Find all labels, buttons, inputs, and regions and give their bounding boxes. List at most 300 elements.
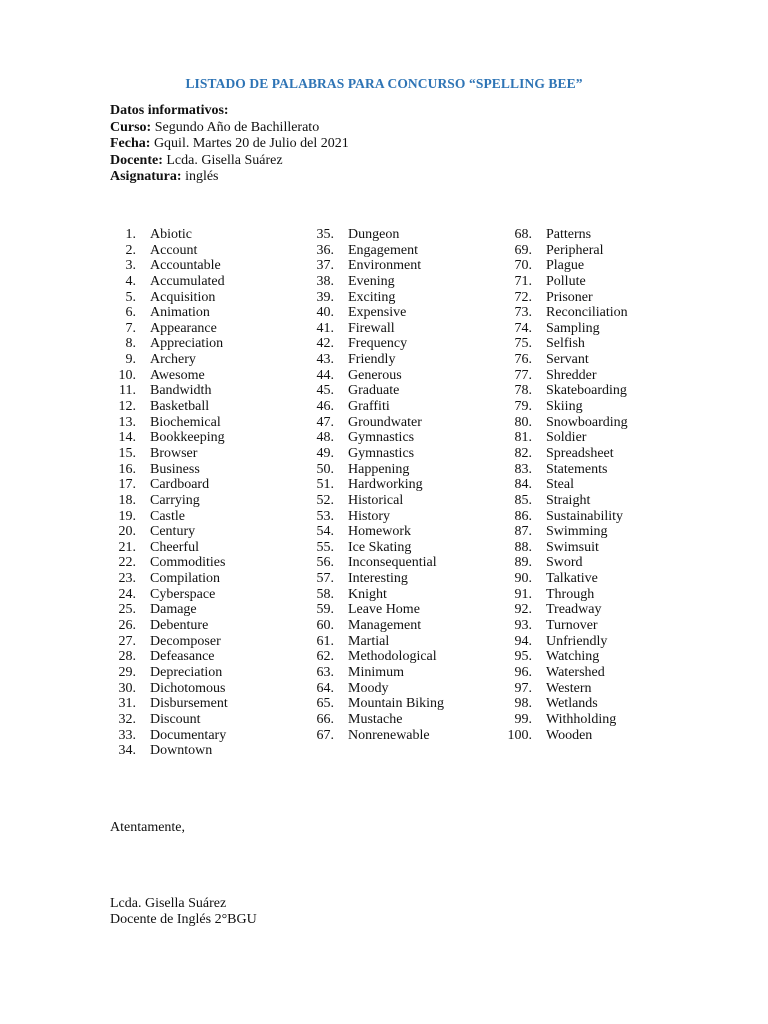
list-item <box>308 524 444 540</box>
list-item-word: Shredder <box>546 367 597 383</box>
list-item-number: 26. <box>118 618 136 634</box>
list-item-number: 25. <box>118 602 136 618</box>
list-item <box>308 712 444 728</box>
list-item-number: 18. <box>118 492 136 508</box>
list-item-number: 8. <box>125 336 136 352</box>
list-item <box>506 227 628 243</box>
list-item-number: 61. <box>316 633 334 649</box>
list-item-number: 57. <box>316 571 334 587</box>
list-item-word: Management <box>348 618 422 634</box>
list-item-number: 92. <box>514 602 532 618</box>
list-item-word: Historical <box>348 492 404 508</box>
info-fecha <box>110 136 349 153</box>
list-item-number: 65. <box>316 696 334 712</box>
list-item-word: Exciting <box>348 289 396 305</box>
list-item-word: Homework <box>348 524 411 540</box>
word-list-column-3 <box>506 227 628 743</box>
list-item-word: Carrying <box>150 492 200 508</box>
list-item-word: Through <box>546 586 595 602</box>
list-item <box>308 649 444 665</box>
list-item-number: 86. <box>514 508 532 524</box>
list-item-number: 76. <box>514 352 532 368</box>
list-item-word: Minimum <box>348 664 405 680</box>
list-item <box>308 602 444 618</box>
list-item-word: Mustache <box>348 711 403 727</box>
list-item-word: Western <box>546 680 592 696</box>
list-item <box>110 462 228 478</box>
list-item <box>308 587 444 603</box>
list-item <box>308 430 444 446</box>
list-item-word: Documentary <box>150 727 227 743</box>
list-item-number: 49. <box>316 445 334 461</box>
list-item-number: 83. <box>514 461 532 477</box>
list-item <box>506 696 628 712</box>
list-item-number: 96. <box>514 664 532 680</box>
list-item-number: 62. <box>316 649 334 665</box>
list-item-number: 71. <box>514 273 532 289</box>
list-item <box>110 712 228 728</box>
list-item <box>110 336 228 352</box>
list-item-number: 73. <box>514 305 532 321</box>
list-item <box>308 555 444 571</box>
list-item <box>110 383 228 399</box>
list-item <box>506 712 628 728</box>
list-item-word: Peripheral <box>546 242 604 258</box>
list-item-number: 56. <box>316 555 334 571</box>
list-item-number: 5. <box>125 289 136 305</box>
list-item-word: Snowboarding <box>546 414 628 430</box>
list-item-word: Depreciation <box>150 664 223 680</box>
list-item-word: Basketball <box>150 399 210 415</box>
list-item-number: 4. <box>125 273 136 289</box>
list-item-number: 93. <box>514 618 532 634</box>
list-item-word: Debenture <box>150 618 209 634</box>
list-item-word: Browser <box>150 445 198 461</box>
list-item <box>506 571 628 587</box>
list-item-word: Moody <box>348 680 389 696</box>
list-item-word: Archery <box>150 352 196 368</box>
list-item-number: 45. <box>316 383 334 399</box>
list-item <box>308 634 444 650</box>
list-item-word: History <box>348 508 390 524</box>
list-item-number: 75. <box>514 336 532 352</box>
info-asignatura <box>110 169 349 186</box>
list-item-word: Graffiti <box>348 399 390 415</box>
list-item-word: Hardworking <box>348 477 423 493</box>
list-item-number: 66. <box>316 711 334 727</box>
asignatura-value: inglés <box>181 169 219 184</box>
list-item <box>308 274 444 290</box>
list-item <box>110 540 228 556</box>
signature-block <box>110 896 257 928</box>
list-item <box>110 634 228 650</box>
list-item-number: 60. <box>316 618 334 634</box>
list-item <box>506 399 628 415</box>
list-item-word: Treadway <box>546 602 602 618</box>
list-item-word: Nonrenewable <box>348 727 430 743</box>
list-item <box>506 509 628 525</box>
list-item <box>308 336 444 352</box>
list-item-word: Knight <box>348 586 387 602</box>
list-item-number: 69. <box>514 242 532 258</box>
list-item-number: 41. <box>316 320 334 336</box>
list-item-number: 28. <box>118 649 136 665</box>
list-item <box>110 227 228 243</box>
list-item-number: 47. <box>316 414 334 430</box>
list-item-number: 95. <box>514 649 532 665</box>
list-item-number: 51. <box>316 477 334 493</box>
list-item-number: 16. <box>118 461 136 477</box>
list-item-word: Cyberspace <box>150 586 216 602</box>
list-item-word: Accumulated <box>150 273 225 289</box>
list-item-number: 38. <box>316 273 334 289</box>
list-item <box>308 665 444 681</box>
list-item-number: 31. <box>118 696 136 712</box>
list-item-number: 15. <box>118 445 136 461</box>
signature-role: Docente de Inglés 2°BGU <box>110 912 257 927</box>
list-item <box>308 227 444 243</box>
list-item-word: Mountain Biking <box>348 696 445 712</box>
list-item <box>506 243 628 259</box>
list-item-word: Dungeon <box>348 227 400 242</box>
list-item <box>506 477 628 493</box>
list-item-word: Statements <box>546 461 608 477</box>
list-item <box>506 383 628 399</box>
list-item-number: 21. <box>118 539 136 555</box>
list-item-number: 90. <box>514 571 532 587</box>
list-item-number: 7. <box>125 320 136 336</box>
list-item <box>110 587 228 603</box>
document-title: LISTADO DE PALABRAS PARA CONCURSO “SPELLING BEE” <box>185 76 583 91</box>
curso-value: Segundo Año de Bachillerato <box>151 119 320 135</box>
list-item <box>506 462 628 478</box>
list-item-number: 99. <box>514 711 532 727</box>
list-item-number: 67. <box>316 727 334 743</box>
list-item-word: Century <box>150 524 196 540</box>
list-item <box>110 477 228 493</box>
list-item-word: Skateboarding <box>546 383 627 399</box>
list-item-word: Sampling <box>546 320 600 336</box>
list-item <box>308 681 444 697</box>
list-item <box>110 509 228 525</box>
list-item <box>110 618 228 634</box>
list-item-number: 98. <box>514 696 532 712</box>
list-item-number: 1. <box>125 227 136 242</box>
list-item <box>110 681 228 697</box>
list-item <box>308 477 444 493</box>
list-item-number: 12. <box>118 399 136 415</box>
list-item-word: Interesting <box>348 571 408 587</box>
list-item-word: Cardboard <box>150 477 210 493</box>
list-item <box>110 430 228 446</box>
list-item-number: 64. <box>316 680 334 696</box>
list-item-number: 34. <box>118 743 136 759</box>
list-item-number: 58. <box>316 586 334 602</box>
list-item-number: 29. <box>118 664 136 680</box>
list-item-number: 70. <box>514 258 532 274</box>
list-item <box>506 258 628 274</box>
list-item-number: 78. <box>514 383 532 399</box>
list-item-number: 10. <box>118 367 136 383</box>
list-item <box>506 602 628 618</box>
list-item <box>308 352 444 368</box>
list-item <box>506 352 628 368</box>
list-item <box>506 681 628 697</box>
list-item-number: 44. <box>316 367 334 383</box>
list-item-word: Disbursement <box>150 696 228 712</box>
list-item-number: 55. <box>316 539 334 555</box>
list-item-word: Firewall <box>348 320 395 336</box>
list-item-word: Decomposer <box>150 633 221 649</box>
list-item-number: 85. <box>514 492 532 508</box>
list-item <box>308 509 444 525</box>
list-item-number: 88. <box>514 539 532 555</box>
list-item <box>308 243 444 259</box>
list-item-number: 59. <box>316 602 334 618</box>
list-item-word: Generous <box>348 367 402 383</box>
list-item-word: Dichotomous <box>150 680 226 696</box>
list-item <box>110 305 228 321</box>
list-item-number: 20. <box>118 524 136 540</box>
list-item-number: 91. <box>514 586 532 602</box>
list-item-word: Selfish <box>546 336 585 352</box>
list-item <box>506 493 628 509</box>
list-item-number: 94. <box>514 633 532 649</box>
list-item <box>308 446 444 462</box>
list-item-word: Happening <box>348 461 410 477</box>
list-item-word: Servant <box>546 352 589 368</box>
info-docente <box>110 153 349 170</box>
list-item <box>110 665 228 681</box>
list-item <box>506 728 628 744</box>
list-item <box>506 665 628 681</box>
list-item-number: 97. <box>514 680 532 696</box>
list-item-number: 68. <box>514 227 532 242</box>
list-item <box>506 305 628 321</box>
list-item-word: Discount <box>150 711 201 727</box>
list-item-word: Sword <box>546 555 583 571</box>
list-item-number: 89. <box>514 555 532 571</box>
list-item <box>308 696 444 712</box>
list-item-number: 77. <box>514 367 532 383</box>
list-item-word: Downtown <box>150 743 213 759</box>
list-item <box>506 634 628 650</box>
list-item-word: Plague <box>546 258 585 274</box>
list-item <box>110 571 228 587</box>
list-item-word: Wetlands <box>546 696 598 712</box>
list-item-word: Inconsequential <box>348 555 437 571</box>
list-item <box>110 321 228 337</box>
list-item-word: Watching <box>546 649 600 665</box>
list-item-number: 32. <box>118 711 136 727</box>
list-item-word: Methodological <box>348 649 437 665</box>
list-item-number: 72. <box>514 289 532 305</box>
list-item-number: 6. <box>125 305 136 321</box>
list-item-number: 2. <box>125 242 136 258</box>
list-item-number: 39. <box>316 289 334 305</box>
word-list-column-2 <box>308 227 444 743</box>
list-item-word: Bandwidth <box>150 383 212 399</box>
list-item-number: 36. <box>316 242 334 258</box>
list-item-word: Expensive <box>348 305 407 321</box>
list-item <box>308 571 444 587</box>
list-item <box>110 649 228 665</box>
list-item-word: Compilation <box>150 571 220 587</box>
closing-text: Atentamente, <box>110 820 186 835</box>
signature-name: Lcda. Gisella Suárez <box>110 896 227 911</box>
list-item-word: Unfriendly <box>546 633 608 649</box>
list-item-word: Swimming <box>546 524 608 540</box>
list-item-word: Damage <box>150 602 197 618</box>
list-item <box>110 555 228 571</box>
list-item <box>506 290 628 306</box>
list-item-number: 81. <box>514 430 532 446</box>
curso-label: Curso: <box>110 119 152 135</box>
list-item-word: Accountable <box>150 258 221 274</box>
list-item-word: Account <box>150 242 198 258</box>
list-item-number: 13. <box>118 414 136 430</box>
list-item-word: Friendly <box>348 352 396 368</box>
list-item-word: Gymnastics <box>348 445 415 461</box>
list-item-number: 46. <box>316 399 334 415</box>
fecha-value: Gquil. Martes 20 de Julio del 2021 <box>150 136 349 151</box>
list-item-number: 14. <box>118 430 136 446</box>
word-list-column-1 <box>110 227 228 759</box>
docente-label: Docente: <box>110 152 163 168</box>
list-item <box>110 399 228 415</box>
list-item-number: 84. <box>514 477 532 493</box>
list-item-number: 30. <box>118 680 136 696</box>
list-item-word: Bookkeeping <box>150 430 225 446</box>
list-item-word: Cheerful <box>150 539 199 555</box>
list-item-word: Environment <box>348 258 422 274</box>
list-item <box>506 336 628 352</box>
list-item-word: Gymnastics <box>348 430 415 446</box>
list-item-number: 40. <box>316 305 334 321</box>
fecha-label: Fecha: <box>110 136 151 151</box>
list-item-number: 3. <box>125 258 136 274</box>
list-item-word: Straight <box>546 492 591 508</box>
list-item <box>506 274 628 290</box>
list-item-word: Withholding <box>546 711 617 727</box>
list-item <box>110 493 228 509</box>
list-item-word: Turnover <box>546 618 598 634</box>
list-item-number: 53. <box>316 508 334 524</box>
list-item-word: Frequency <box>348 336 408 352</box>
list-item-word: Acquisition <box>150 289 216 305</box>
list-item-word: Castle <box>150 508 185 524</box>
list-item-number: 63. <box>316 664 334 680</box>
list-item-word: Ice Skating <box>348 539 412 555</box>
list-item-word: Abiotic <box>150 227 192 242</box>
list-item-word: Evening <box>348 273 395 289</box>
list-item <box>308 540 444 556</box>
list-item-word: Leave Home <box>348 602 420 618</box>
list-item-number: 43. <box>316 352 334 368</box>
list-item <box>506 430 628 446</box>
list-item <box>506 540 628 556</box>
list-item-word: Engagement <box>348 242 418 258</box>
list-item <box>506 368 628 384</box>
list-item-number: 82. <box>514 445 532 461</box>
list-item <box>308 415 444 431</box>
list-item <box>308 618 444 634</box>
list-item <box>308 383 444 399</box>
list-item <box>110 243 228 259</box>
info-heading: Datos informativos: <box>110 103 229 118</box>
list-item <box>308 258 444 274</box>
list-item-word: Business <box>150 461 200 477</box>
list-item-number: 27. <box>118 633 136 649</box>
list-item-word: Spreadsheet <box>546 445 614 461</box>
list-item-number: 11. <box>119 383 136 399</box>
list-item-number: 17. <box>118 477 136 493</box>
list-item-word: Martial <box>348 633 390 649</box>
list-item-number: 52. <box>316 492 334 508</box>
list-item <box>308 399 444 415</box>
list-item <box>308 290 444 306</box>
list-item-number: 80. <box>514 414 532 430</box>
list-item <box>110 352 228 368</box>
list-item-number: 22. <box>118 555 136 571</box>
list-item <box>506 415 628 431</box>
list-item <box>308 462 444 478</box>
info-block <box>110 103 349 186</box>
list-item <box>110 274 228 290</box>
list-item-number: 79. <box>514 399 532 415</box>
list-item <box>110 258 228 274</box>
list-item-word: Wooden <box>546 727 593 743</box>
list-item-word: Skiing <box>546 399 583 415</box>
list-item <box>308 321 444 337</box>
list-item-word: Sustainability <box>546 508 623 524</box>
list-item-number: 54. <box>316 524 334 540</box>
list-item <box>110 368 228 384</box>
list-item <box>110 602 228 618</box>
list-item-word: Biochemical <box>150 414 221 430</box>
info-curso <box>110 120 349 137</box>
list-item <box>506 649 628 665</box>
list-item-number: 50. <box>316 461 334 477</box>
list-item-word: Appreciation <box>150 336 224 352</box>
list-item-word: Soldier <box>546 430 587 446</box>
list-item-word: Reconciliation <box>546 305 628 321</box>
list-item <box>110 696 228 712</box>
list-item <box>110 446 228 462</box>
list-item <box>110 728 228 744</box>
list-item-number: 37. <box>316 258 334 274</box>
list-item-word: Talkative <box>546 571 598 587</box>
list-item <box>110 524 228 540</box>
list-item-number: 35. <box>316 227 334 242</box>
list-item-word: Prisoner <box>546 289 593 305</box>
list-item-word: Groundwater <box>348 414 422 430</box>
list-item <box>506 321 628 337</box>
list-item-number: 19. <box>118 508 136 524</box>
list-item-word: Graduate <box>348 383 400 399</box>
list-item-word: Watershed <box>546 664 605 680</box>
list-item-word: Steal <box>546 477 574 493</box>
list-item-word: Patterns <box>546 227 592 242</box>
list-item-number: 33. <box>118 727 136 743</box>
list-item-word: Appearance <box>150 320 217 336</box>
list-item-number: 100. <box>507 727 532 743</box>
list-item-word: Defeasance <box>150 649 215 665</box>
list-item <box>308 305 444 321</box>
list-item-number: 9. <box>125 352 136 368</box>
list-item-word: Swimsuit <box>546 539 599 555</box>
list-item-number: 87. <box>514 524 532 540</box>
